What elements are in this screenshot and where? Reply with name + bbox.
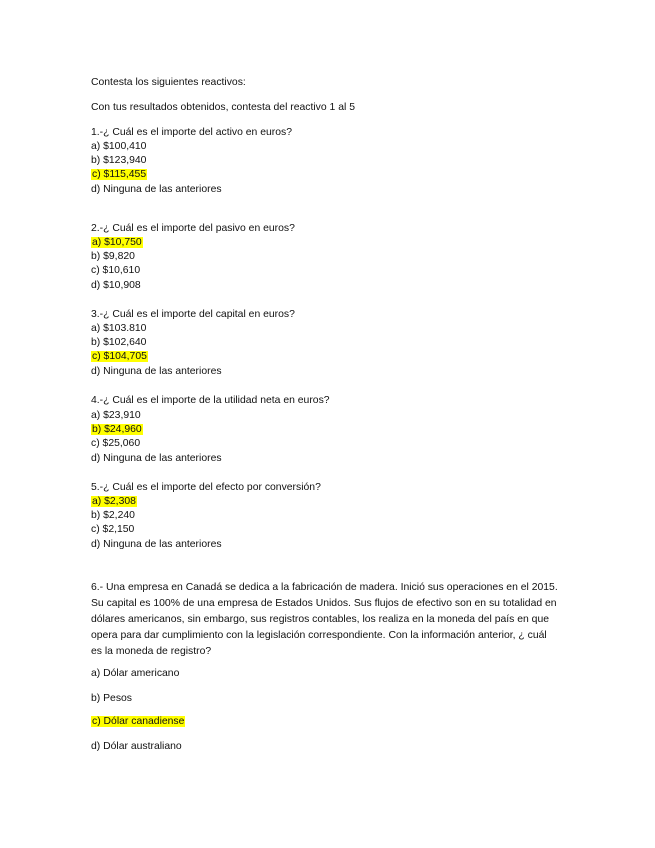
question-1-option-a: a) $100,410 [91,141,147,152]
answer-highlight: c) $104,705 [92,351,147,362]
question-5-option-a [91,495,137,509]
answer-highlight: c) Dólar canadiense [92,716,185,727]
question-5-option-d: d) Ninguna de las anteriores [91,539,222,550]
question-6-paragraph [91,580,566,660]
question-1-option-b: b) $123,940 [91,155,147,166]
question-4-option-b [91,423,143,437]
answer-highlight: b) $24,960 [92,424,142,435]
question-6-option-c [91,715,185,729]
question-1: 1.-¿ Cuál es el importe del activo en euros? [91,127,292,138]
question-4-option-d: d) Ninguna de las anteriores [91,453,222,464]
question-5: 5.-¿ Cuál es el importe del efecto por conversión? [91,482,321,493]
question-6-line: 6.- Una empresa en Canadá se dedica a la fabricación de madera. Inició sus operaciones en el 2015. [91,582,558,593]
question-6-option-a: a) Dólar americano [91,668,180,679]
question-6-option-d: d) Dólar australiano [91,741,182,752]
answer-highlight: c) $115,455 [92,169,147,180]
question-6-line: Su capital es 100% de una empresa de Estados Unidos. Sus flujos de efectivo son en su totalidad en [91,598,557,609]
question-6-line: dólares americanos, sin embargo, sus registros contables, los realiza en la moneda del país en que [91,614,550,625]
question-2-option-b: b) $9,820 [91,251,135,262]
question-3: 3.-¿ Cuál es el importe del capital en euros? [91,309,295,320]
question-3-option-b: b) $102,640 [91,337,147,348]
question-1-option-c [91,168,147,182]
intro-subinstruction: Con tus resultados obtenidos, contesta del reactivo 1 al 5 [91,102,355,113]
question-2-option-c: c) $10,610 [91,265,141,276]
question-3-option-a: a) $103.810 [91,323,147,334]
answer-highlight: a) $10,750 [92,237,142,248]
question-2: 2.-¿ Cuál es el importe del pasivo en euros? [91,223,295,234]
question-2-option-d: d) $10,908 [91,280,141,291]
question-4-option-c: c) $25,060 [91,438,141,449]
question-6-line: es la moneda de registro? [91,646,212,657]
question-3-option-d: d) Ninguna de las anteriores [91,366,222,377]
intro-instruction: Contesta los siguientes reactivos: [91,77,246,88]
question-4: 4.-¿ Cuál es el importe de la utilidad neta en euros? [91,395,330,406]
question-6-option-b: b) Pesos [91,693,133,704]
question-3-option-c [91,350,148,364]
answer-highlight: a) $2,308 [92,496,136,507]
question-2-option-a [91,236,143,250]
question-5-option-c: c) $2,150 [91,524,135,535]
question-6-line: opera para dar cumplimiento con la legislación correspondiente. Con la información anterior, ¿ cuál [91,630,547,641]
question-1-option-d: d) Ninguna de las anteriores [91,184,222,195]
question-4-option-a: a) $23,910 [91,410,141,421]
question-5-option-b: b) $2,240 [91,510,135,521]
